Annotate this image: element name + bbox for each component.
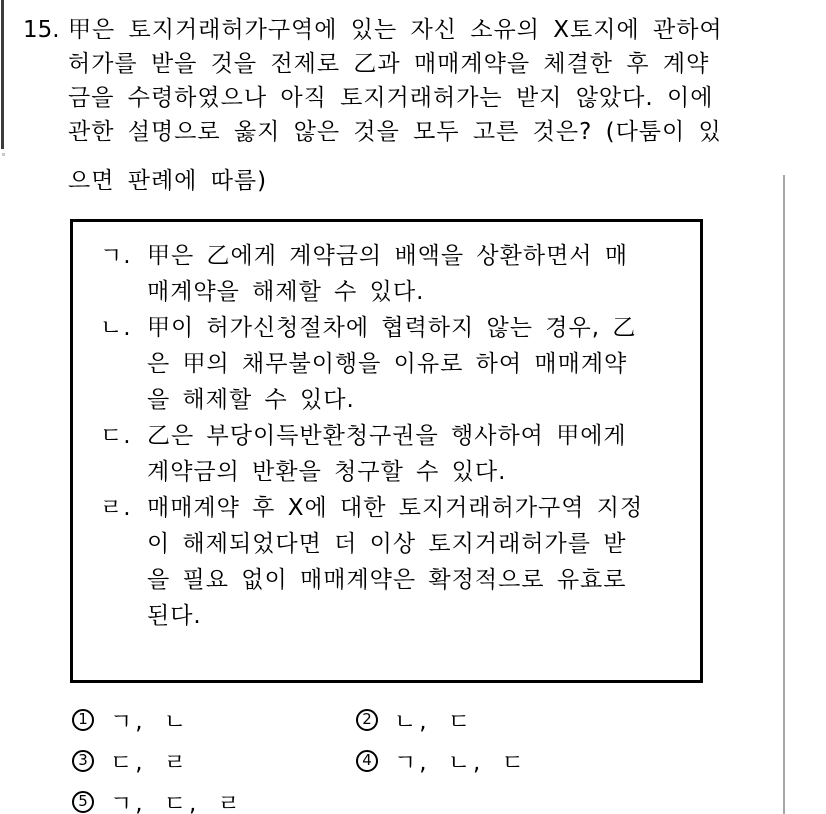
statement-line: 은 甲의 채무불이행을 이유로 하여 매매계약 — [147, 351, 628, 377]
circled-number-icon: 4 — [356, 750, 378, 772]
choice-3 — [72, 744, 356, 777]
choice-1 — [72, 703, 356, 736]
statement-item-g — [100, 238, 692, 310]
statement-marker: ㄹ. — [100, 495, 132, 521]
circled-number-icon: 1 — [72, 709, 94, 731]
statement-marker: ㄱ. — [100, 243, 132, 269]
question-text-line: 허가를 받을 것을 전제로 乙과 매매계약을 체결한 후 계약 — [68, 51, 710, 77]
question-stem — [23, 13, 815, 149]
choice-label: ㄱ, ㄷ, ㄹ — [110, 791, 243, 814]
question-text — [68, 13, 815, 149]
statement-box — [70, 219, 703, 683]
question-text-line: 甲은 토지거래허가구역에 있는 자신 소유의 X토지에 관하여 — [68, 17, 723, 43]
statement-line: 매계약을 해제할 수 있다. — [147, 279, 425, 305]
statement-line: 계약금의 반환을 청구할 수 있다. — [147, 459, 507, 485]
choice-5 — [72, 785, 356, 814]
choice-label: ㄱ, ㄴ — [110, 709, 190, 735]
choice-2 — [356, 703, 527, 736]
statement-line: 을 해제할 수 있다. — [147, 387, 355, 413]
question-text-line: 관한 설명으로 옳지 않은 것을 모두 고른 것은? (다툼이 있 — [68, 119, 722, 145]
circled-number-icon: 5 — [72, 791, 94, 813]
statement-item-n — [100, 310, 692, 418]
statement-line: 을 필요 없이 매매계약은 확정적으로 유효로 — [147, 567, 627, 593]
choice-label: ㄴ, ㄷ — [394, 709, 474, 735]
statement-line: 이 해제되었다면 더 이상 토지거래허가를 받 — [147, 531, 627, 557]
choice-4 — [356, 744, 527, 777]
statement-line: 甲은 乙에게 계약금의 배액을 상환하면서 매 — [147, 243, 629, 269]
statement-text — [147, 418, 692, 490]
choice-label: ㄱ, ㄴ, ㄷ — [394, 750, 527, 776]
choice-label: ㄷ, ㄹ — [110, 750, 190, 776]
statement-item-d — [100, 418, 692, 490]
question-text-line: 금을 수령하였으나 아직 토지거래허가는 받지 않았다. 이에 — [68, 85, 714, 111]
circled-number-icon: 3 — [72, 750, 94, 772]
statement-text — [147, 238, 692, 310]
right-column-rule — [783, 175, 785, 814]
statement-line: 甲이 허가신청절차에 협력하지 않는 경우, 乙 — [147, 315, 637, 341]
statement-marker: ㄴ. — [100, 315, 132, 341]
scan-artifact-dot — [2, 153, 5, 156]
statement-marker: ㄷ. — [100, 423, 132, 449]
question-number: 15. — [23, 17, 60, 43]
left-column-rule — [1, 0, 4, 149]
statement-text — [147, 310, 692, 418]
question-text-continuation: 으면 판례에 따름) — [68, 168, 268, 194]
answer-choices — [72, 699, 527, 814]
circled-number-icon: 2 — [356, 709, 378, 731]
statement-line: 된다. — [147, 603, 202, 629]
statement-line: 매매계약 후 X에 대한 토지거래허가구역 지정 — [147, 495, 644, 521]
statement-text — [147, 490, 692, 634]
statement-item-r — [100, 490, 692, 634]
statement-line: 乙은 부당이득반환청구권을 행사하여 甲에게 — [147, 423, 627, 449]
